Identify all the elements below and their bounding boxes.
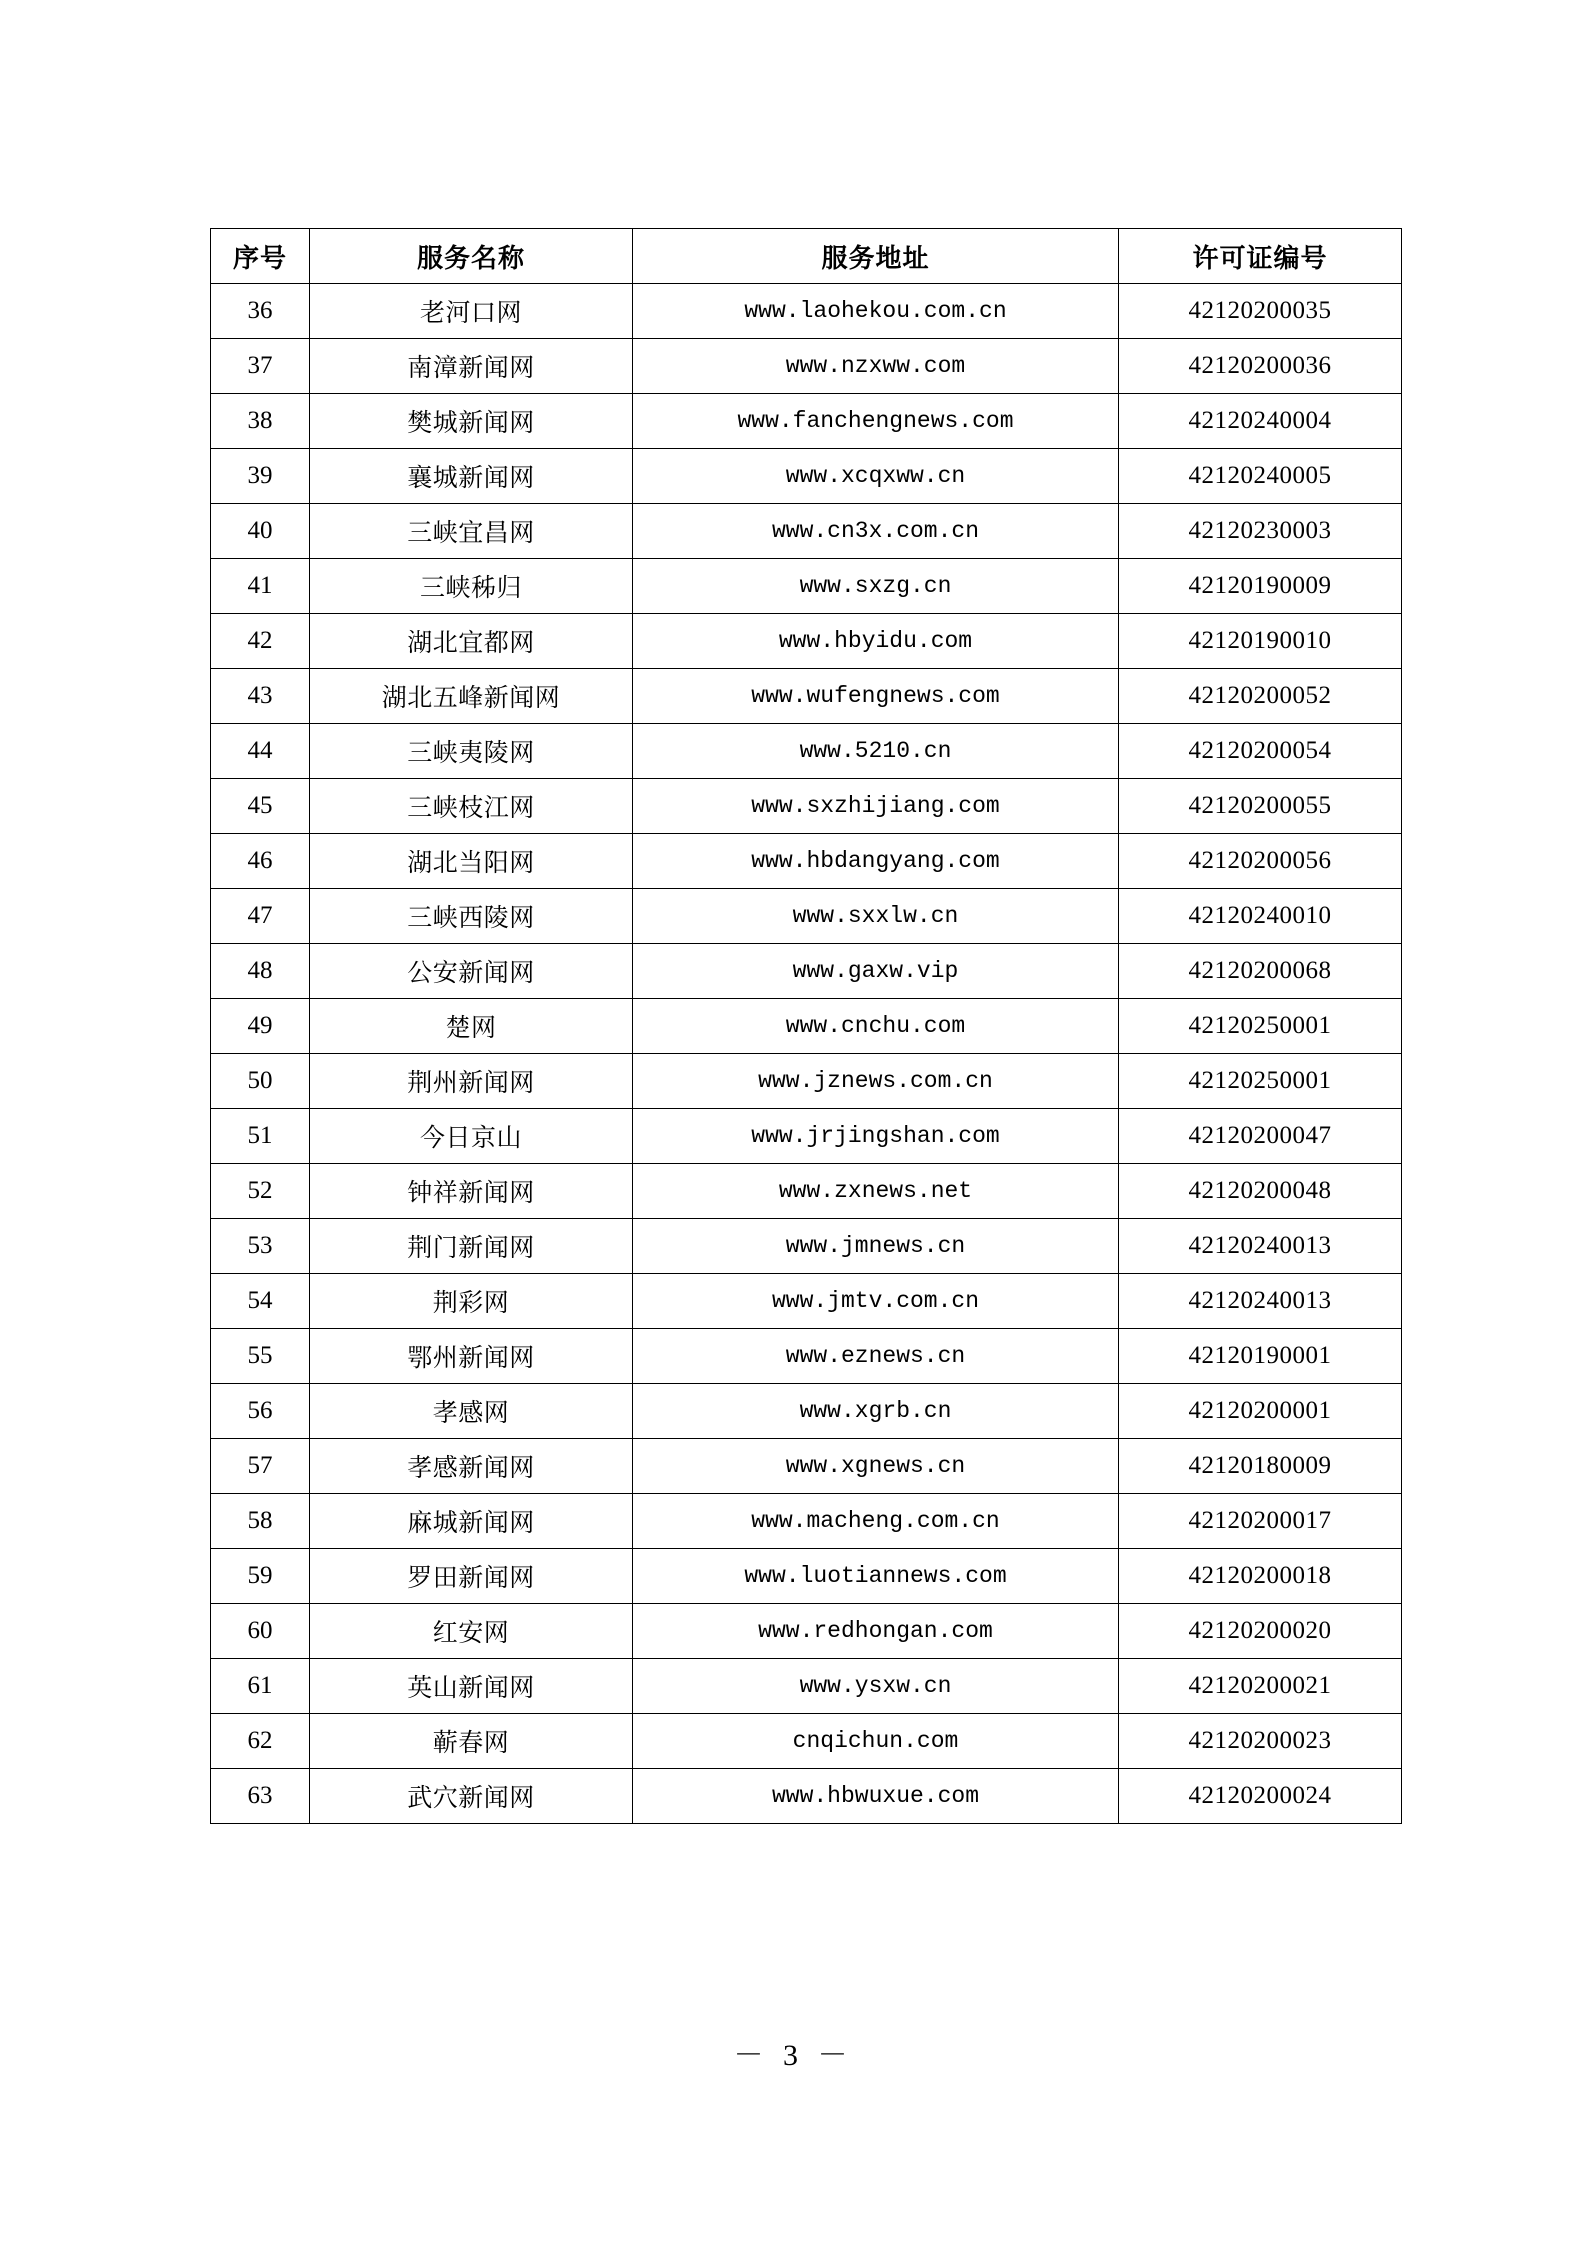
table-body (211, 284, 1402, 1824)
cell-service-name: 樊城新闻网 (310, 394, 633, 449)
cell-index: 63 (211, 1769, 310, 1824)
table-row (211, 1054, 1402, 1109)
cell-index: 44 (211, 724, 310, 779)
cell-license-number: 42120190009 (1119, 559, 1402, 614)
cell-service-name: 英山新闻网 (310, 1659, 633, 1714)
cell-service-address: www.sxxlw.cn (633, 889, 1119, 944)
cell-index: 53 (211, 1219, 310, 1274)
cell-index: 38 (211, 394, 310, 449)
table-row (211, 889, 1402, 944)
cell-service-name: 蕲春网 (310, 1714, 633, 1769)
cell-index: 43 (211, 669, 310, 724)
table-row (211, 1769, 1402, 1824)
cell-license-number: 42120200001 (1119, 1384, 1402, 1439)
cell-service-address: www.laohekou.com.cn (633, 284, 1119, 339)
table-row (211, 339, 1402, 394)
column-header-service-address: 服务地址 (633, 229, 1119, 284)
table-row (211, 394, 1402, 449)
cell-license-number: 42120180009 (1119, 1439, 1402, 1494)
table-row (211, 669, 1402, 724)
cell-service-address: www.xcqxww.cn (633, 449, 1119, 504)
table-row (211, 284, 1402, 339)
cell-index: 62 (211, 1714, 310, 1769)
cell-license-number: 42120190010 (1119, 614, 1402, 669)
cell-service-name: 襄城新闻网 (310, 449, 633, 504)
table-row (211, 1274, 1402, 1329)
cell-index: 41 (211, 559, 310, 614)
cell-service-name: 三峡宜昌网 (310, 504, 633, 559)
table-row (211, 834, 1402, 889)
cell-service-name: 公安新闻网 (310, 944, 633, 999)
cell-license-number: 42120200052 (1119, 669, 1402, 724)
cell-service-name: 钟祥新闻网 (310, 1164, 633, 1219)
table-row (211, 1164, 1402, 1219)
cell-license-number: 42120200047 (1119, 1109, 1402, 1164)
page-number: － 3 － (733, 2039, 854, 2072)
table-row (211, 779, 1402, 834)
table-row (211, 944, 1402, 999)
cell-service-name: 三峡西陵网 (310, 889, 633, 944)
cell-license-number: 42120200017 (1119, 1494, 1402, 1549)
cell-license-number: 42120230003 (1119, 504, 1402, 559)
table-row (211, 1549, 1402, 1604)
cell-license-number: 42120200020 (1119, 1604, 1402, 1659)
cell-service-address: cnqichun.com (633, 1714, 1119, 1769)
cell-license-number: 42120200024 (1119, 1769, 1402, 1824)
cell-license-number: 42120240010 (1119, 889, 1402, 944)
cell-index: 51 (211, 1109, 310, 1164)
cell-license-number: 42120240013 (1119, 1274, 1402, 1329)
cell-index: 56 (211, 1384, 310, 1439)
cell-service-address: www.nzxww.com (633, 339, 1119, 394)
cell-license-number: 42120190001 (1119, 1329, 1402, 1384)
table-row (211, 1109, 1402, 1164)
cell-index: 47 (211, 889, 310, 944)
cell-service-address: www.jmnews.cn (633, 1219, 1119, 1274)
cell-service-address: www.zxnews.net (633, 1164, 1119, 1219)
cell-license-number: 42120200035 (1119, 284, 1402, 339)
cell-service-address: www.sxzg.cn (633, 559, 1119, 614)
column-header-index: 序号 (211, 229, 310, 284)
cell-service-name: 孝感网 (310, 1384, 633, 1439)
cell-service-address: www.sxzhijiang.com (633, 779, 1119, 834)
table-row (211, 449, 1402, 504)
cell-index: 49 (211, 999, 310, 1054)
cell-service-name: 今日京山 (310, 1109, 633, 1164)
cell-service-address: www.hbyidu.com (633, 614, 1119, 669)
cell-license-number: 42120200054 (1119, 724, 1402, 779)
cell-index: 58 (211, 1494, 310, 1549)
cell-index: 40 (211, 504, 310, 559)
cell-license-number: 42120240004 (1119, 394, 1402, 449)
cell-index: 37 (211, 339, 310, 394)
cell-index: 48 (211, 944, 310, 999)
table-row (211, 559, 1402, 614)
cell-license-number: 42120200055 (1119, 779, 1402, 834)
cell-service-name: 荆门新闻网 (310, 1219, 633, 1274)
cell-license-number: 42120200048 (1119, 1164, 1402, 1219)
table-row (211, 1604, 1402, 1659)
cell-index: 50 (211, 1054, 310, 1109)
table-row (211, 724, 1402, 779)
cell-service-name: 红安网 (310, 1604, 633, 1659)
table-header-row (211, 229, 1402, 284)
cell-service-name: 武穴新闻网 (310, 1769, 633, 1824)
cell-service-address: www.gaxw.vip (633, 944, 1119, 999)
cell-service-address: www.macheng.com.cn (633, 1494, 1119, 1549)
table-row (211, 999, 1402, 1054)
cell-service-name: 湖北当阳网 (310, 834, 633, 889)
cell-service-address: www.cn3x.com.cn (633, 504, 1119, 559)
cell-index: 59 (211, 1549, 310, 1604)
cell-index: 36 (211, 284, 310, 339)
cell-service-address: www.hbwuxue.com (633, 1769, 1119, 1824)
cell-service-name: 麻城新闻网 (310, 1494, 633, 1549)
cell-service-address: www.xgrb.cn (633, 1384, 1119, 1439)
cell-service-name: 三峡夷陵网 (310, 724, 633, 779)
cell-service-address: www.luotiannews.com (633, 1549, 1119, 1604)
cell-service-address: www.cnchu.com (633, 999, 1119, 1054)
cell-service-name: 楚网 (310, 999, 633, 1054)
cell-service-address: www.eznews.cn (633, 1329, 1119, 1384)
cell-license-number: 42120200021 (1119, 1659, 1402, 1714)
cell-license-number: 42120240005 (1119, 449, 1402, 504)
column-header-service-name: 服务名称 (310, 229, 633, 284)
cell-service-address: www.jznews.com.cn (633, 1054, 1119, 1109)
table-row (211, 504, 1402, 559)
table-row (211, 1714, 1402, 1769)
cell-index: 55 (211, 1329, 310, 1384)
cell-service-address: www.ysxw.cn (633, 1659, 1119, 1714)
table-row (211, 1494, 1402, 1549)
table-row (211, 1219, 1402, 1274)
cell-service-address: www.redhongan.com (633, 1604, 1119, 1659)
cell-service-name: 湖北五峰新闻网 (310, 669, 633, 724)
cell-service-name: 湖北宜都网 (310, 614, 633, 669)
cell-index: 57 (211, 1439, 310, 1494)
cell-service-name: 老河口网 (310, 284, 633, 339)
cell-service-address: www.xgnews.cn (633, 1439, 1119, 1494)
cell-service-address: www.hbdangyang.com (633, 834, 1119, 889)
cell-service-name: 荆彩网 (310, 1274, 633, 1329)
cell-license-number: 42120200023 (1119, 1714, 1402, 1769)
cell-index: 61 (211, 1659, 310, 1714)
cell-index: 42 (211, 614, 310, 669)
table-row (211, 1329, 1402, 1384)
cell-index: 39 (211, 449, 310, 504)
cell-index: 46 (211, 834, 310, 889)
cell-service-name: 三峡枝江网 (310, 779, 633, 834)
licensed-services-table (210, 228, 1402, 1824)
cell-index: 52 (211, 1164, 310, 1219)
table-row (211, 1439, 1402, 1494)
cell-license-number: 42120200068 (1119, 944, 1402, 999)
cell-license-number: 42120240013 (1119, 1219, 1402, 1274)
cell-service-name: 鄂州新闻网 (310, 1329, 633, 1384)
table-row (211, 1659, 1402, 1714)
cell-service-name: 南漳新闻网 (310, 339, 633, 394)
cell-service-address: www.wufengnews.com (633, 669, 1119, 724)
table-header (211, 229, 1402, 284)
cell-service-name: 罗田新闻网 (310, 1549, 633, 1604)
cell-index: 54 (211, 1274, 310, 1329)
cell-service-address: www.fanchengnews.com (633, 394, 1119, 449)
cell-service-address: www.jmtv.com.cn (633, 1274, 1119, 1329)
cell-index: 60 (211, 1604, 310, 1659)
table-row (211, 614, 1402, 669)
cell-license-number: 42120200056 (1119, 834, 1402, 889)
cell-service-address: www.jrjingshan.com (633, 1109, 1119, 1164)
table-row (211, 1384, 1402, 1439)
cell-service-address: www.5210.cn (633, 724, 1119, 779)
cell-service-name: 孝感新闻网 (310, 1439, 633, 1494)
cell-license-number: 42120250001 (1119, 1054, 1402, 1109)
cell-service-name: 荆州新闻网 (310, 1054, 633, 1109)
cell-license-number: 42120200036 (1119, 339, 1402, 394)
cell-license-number: 42120250001 (1119, 999, 1402, 1054)
cell-index: 45 (211, 779, 310, 834)
cell-license-number: 42120200018 (1119, 1549, 1402, 1604)
cell-service-name: 三峡秭归 (310, 559, 633, 614)
column-header-license-number: 许可证编号 (1119, 229, 1402, 284)
